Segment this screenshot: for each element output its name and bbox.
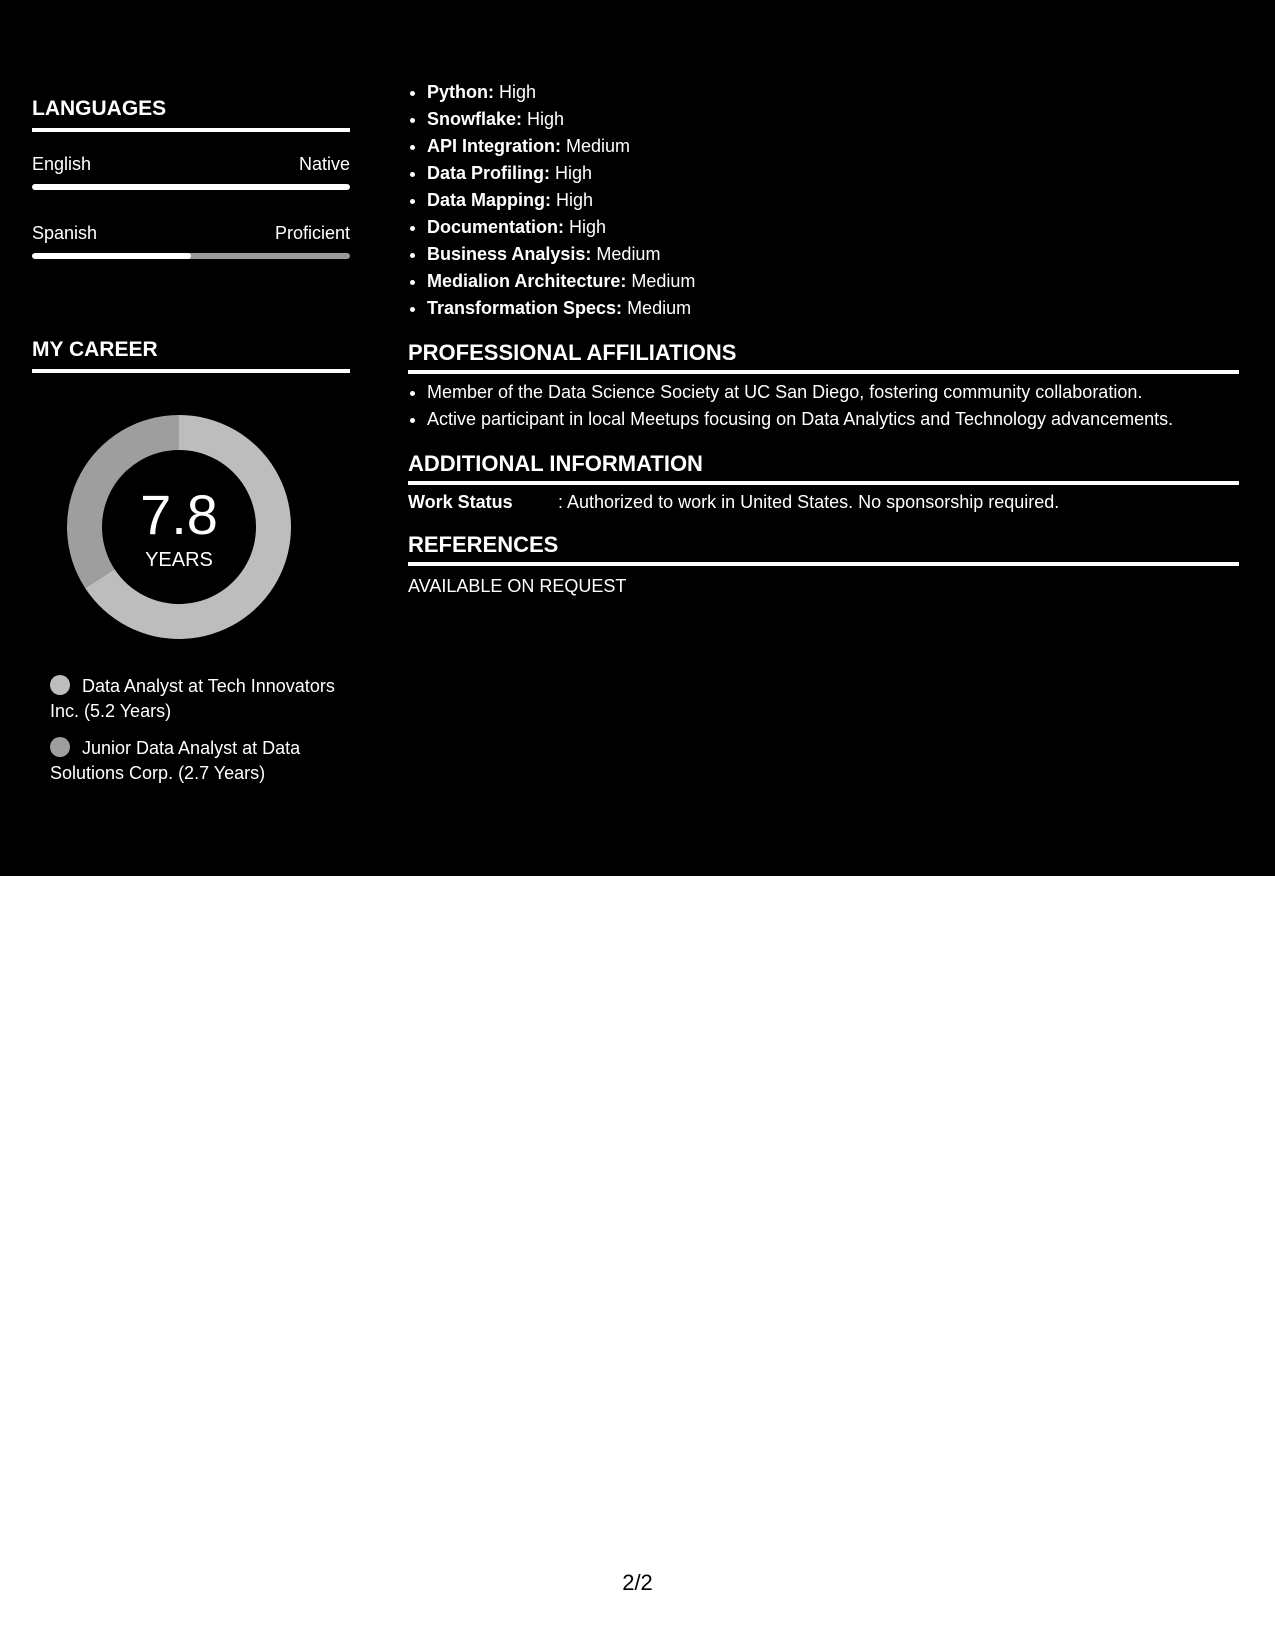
- skill-level: High: [527, 109, 565, 129]
- legend-dot-icon: [50, 675, 70, 695]
- skill-item: [427, 187, 695, 214]
- language-proficiency-fill: [32, 253, 191, 259]
- language-item-english: [32, 153, 350, 190]
- sidebar: [0, 0, 380, 876]
- skill-name: API Integration:: [427, 136, 561, 156]
- career-legend-item: [50, 736, 340, 786]
- languages-heading: LANGUAGES: [32, 96, 350, 132]
- skill-name: Documentation:: [427, 217, 564, 237]
- language-proficiency-fill: [32, 184, 350, 190]
- work-status-label: Work Status: [408, 492, 513, 512]
- skill-item: [427, 79, 695, 106]
- references-text: AVAILABLE ON REQUEST: [408, 576, 627, 596]
- skill-item: [427, 241, 695, 268]
- skill-name: Business Analysis:: [427, 244, 592, 264]
- skill-name: Python:: [427, 82, 494, 102]
- career-total-value: 7.8: [140, 483, 218, 546]
- career-role-label: Junior Data Analyst at Data Solutions Corp. (2.7 Years): [50, 738, 301, 783]
- career-legend-item: [50, 674, 340, 724]
- skills-list: [408, 79, 695, 322]
- page-number: 2/2: [622, 1570, 653, 1595]
- skill-name: Data Profiling:: [427, 163, 551, 183]
- additional-info-heading: ADDITIONAL INFORMATION: [408, 451, 1239, 485]
- skill-level: High: [499, 82, 537, 102]
- work-status-value: : Authorized to work in United States. No sponsorship required.: [558, 492, 1060, 512]
- skill-item: [427, 133, 695, 160]
- references-heading: REFERENCES: [408, 532, 1239, 566]
- legend-dot-icon: [50, 737, 70, 757]
- skill-level: High: [555, 163, 593, 183]
- language-proficiency-bar: [32, 184, 350, 190]
- skill-level: Medium: [627, 298, 692, 318]
- language-name: English: [32, 154, 92, 174]
- skill-name: Snowflake:: [427, 109, 523, 129]
- skill-level: Medium: [596, 244, 661, 264]
- language-level: Native: [298, 154, 350, 174]
- language-level: Proficient: [274, 223, 350, 243]
- affiliations-heading: PROFESSIONAL AFFILIATIONS: [408, 340, 1239, 374]
- skill-name: Medialion Architecture:: [427, 271, 627, 291]
- skill-item: [427, 160, 695, 187]
- career-total-unit: YEARS: [145, 549, 213, 571]
- career-role-label: Data Analyst at Tech Innovators Inc. (5.2 Years): [50, 676, 335, 721]
- skill-item: [427, 214, 695, 241]
- skill-level: High: [556, 190, 594, 210]
- affiliations-list: [408, 379, 1247, 433]
- affiliation-item: • Active participant in local Meetups focusing on Data Analytics and Technology advancements.: [427, 406, 1247, 433]
- skill-level: Medium: [631, 271, 696, 291]
- skill-item: [427, 268, 695, 295]
- skill-name: Transformation Specs:: [427, 298, 623, 318]
- work-status-row: [408, 490, 1059, 514]
- skill-name: Data Mapping:: [427, 190, 551, 210]
- affiliation-item: • Member of the Data Science Society at UC San Diego, fostering community collaboration.: [427, 379, 1247, 406]
- language-proficiency-bar: [32, 253, 350, 259]
- career-legend: [50, 674, 340, 798]
- career-total: [67, 415, 291, 639]
- skill-item: [427, 295, 695, 322]
- language-item-spanish: [32, 222, 350, 259]
- skill-level: High: [569, 217, 607, 237]
- language-name: Spanish: [32, 223, 98, 243]
- career-heading: MY CAREER: [32, 337, 350, 373]
- skill-item: [427, 106, 695, 133]
- skill-level: Medium: [566, 136, 631, 156]
